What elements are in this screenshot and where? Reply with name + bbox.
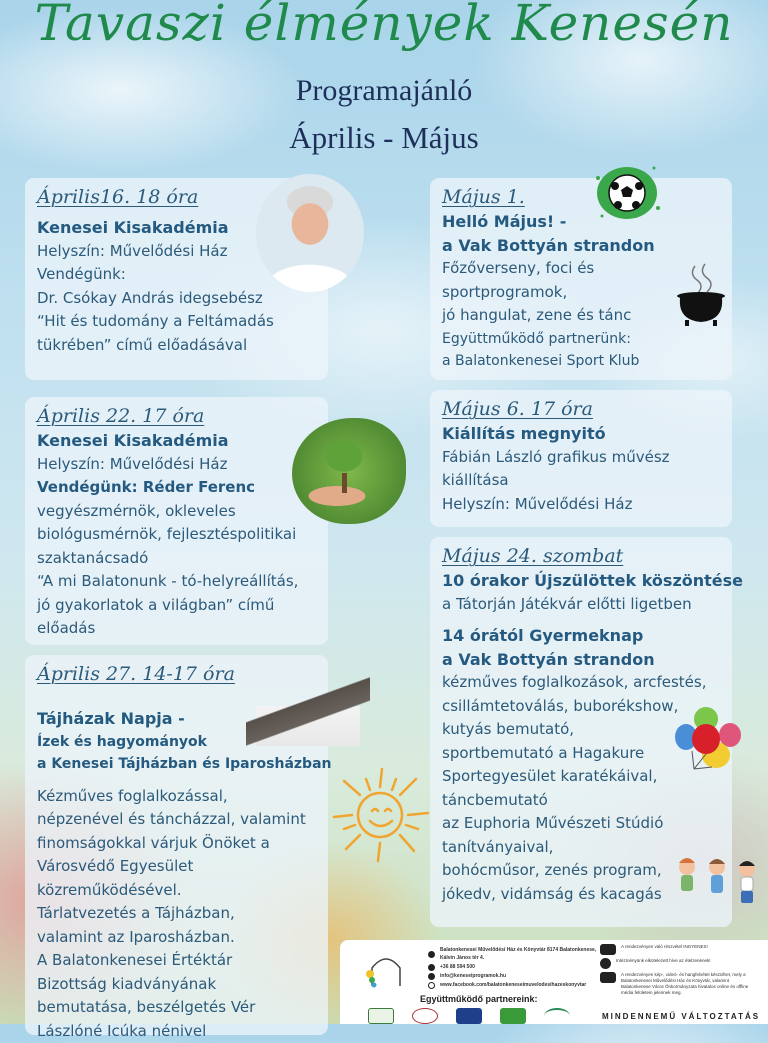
event-line: tanítványaival, xyxy=(442,836,720,860)
event-line: kézműves foglalkozások, arcfestés, xyxy=(442,671,720,695)
facebook-icon xyxy=(428,982,435,989)
event-card-may-6 xyxy=(430,390,732,527)
event-title: 10 órakor Újszülöttek köszöntése xyxy=(442,569,720,593)
event-line: Helyszín: Művelődési Ház xyxy=(37,240,316,264)
event-title: a Vak Bottyán strandon xyxy=(442,234,720,258)
event-title: a Vak Bottyán strandon xyxy=(442,648,720,672)
event-card-april-22 xyxy=(25,397,328,645)
event-line: Vendégünk: xyxy=(37,263,316,287)
cultural-center-logo xyxy=(360,952,412,990)
event-line: Helyszín: Művelődési Ház xyxy=(442,493,720,517)
event-line: biológusmérnök, fejlesztéspolitikai xyxy=(37,523,316,547)
event-line: Sportegyesület karatékáival, xyxy=(442,765,720,789)
partner-logo-green xyxy=(500,1008,526,1024)
event-line: bohócműsor, zenés program, xyxy=(442,859,720,883)
poster-months: Április - Május xyxy=(0,120,768,156)
event-partner: a Balatonkenesei Sport Klub xyxy=(442,350,720,372)
event-title: Tájházak Napja - xyxy=(37,707,316,731)
event-title: Helló Május! - xyxy=(442,210,720,234)
location-pin-icon xyxy=(428,951,435,958)
contact-facebook[interactable]: www.facebook.com/balatonkeneseimuvelodesihazeskonyvtar xyxy=(428,981,598,989)
event-title: Kenesei Kisakadémia xyxy=(37,216,316,240)
notice-policy: Intézményünk elkötelezett híve az ételzenének! xyxy=(600,958,760,969)
event-line: Városvédő Egyesület xyxy=(37,855,316,879)
partner-logo-dcv xyxy=(456,1008,482,1024)
cauldron-icon xyxy=(675,262,727,328)
event-line: kiállítása xyxy=(442,469,720,493)
event-line: vegyészmérnök, okleveles xyxy=(37,500,316,524)
event-date: Április 22. 17 óra xyxy=(37,403,204,429)
poster-title: Tavaszi élmények Kenesén xyxy=(0,0,768,52)
soccer-ball-icon xyxy=(590,158,664,228)
event-title: 14 órától Gyermeknap xyxy=(442,624,720,648)
contact-list xyxy=(428,946,598,990)
partner-logo-coat-of-arms xyxy=(368,1008,394,1024)
event-line: Dr. Csókay András idegsebész xyxy=(37,287,316,311)
free-badge-icon xyxy=(600,944,616,955)
balloons-icon xyxy=(672,705,744,777)
event-line: népzenével és táncházzal, valamint xyxy=(37,808,316,832)
leaf-icon xyxy=(600,958,611,969)
event-date: Május 6. 17 óra xyxy=(442,396,593,422)
event-subtitle: a Kenesei Tájházban és Iparosházban xyxy=(37,753,316,775)
event-subtitle: Ízek és hagyományok xyxy=(37,731,316,753)
phone-icon xyxy=(428,964,435,971)
event-line: Főzőverseny, foci és xyxy=(442,257,720,281)
event-line: kutyás bemutató, xyxy=(442,718,720,742)
thatched-house-image xyxy=(246,660,370,752)
notice-free-entry: A rendezvényen való részvétel INGYENES! xyxy=(600,944,760,955)
event-line: tükrében” című előadásával xyxy=(37,334,316,358)
event-line: Tárlatvezetés a Tájházban, xyxy=(37,902,316,926)
event-location: Helyszín: Művelődési Ház xyxy=(37,453,316,477)
event-line: jókedv, vidámság és kacagás xyxy=(442,883,720,907)
event-date: Május 1. xyxy=(442,184,525,210)
event-line: előadás xyxy=(37,617,316,641)
event-title: Kiállítás megnyitó xyxy=(442,422,720,446)
partners-title: Együttműködő partnereink: xyxy=(420,994,538,1004)
partner-logo-circle xyxy=(412,1008,438,1024)
event-title: Kenesei Kisakadémia xyxy=(37,429,316,453)
contact-phone: +36 88 594 500 xyxy=(428,963,598,971)
smiling-sun-icon xyxy=(330,765,430,865)
event-line: a Tátorján Játékvár előtti ligetben xyxy=(442,593,720,617)
event-date: Május 24. szombat xyxy=(442,543,623,569)
event-line: “Hit és tudomány a Feltámadás xyxy=(37,310,316,334)
event-date: Április 27. 14-17 óra xyxy=(37,661,235,687)
partner-logo-swoosh xyxy=(544,1008,570,1024)
event-line: jó hangulat, zene és tánc xyxy=(442,304,720,328)
poster-subtitle: Programajánló xyxy=(0,74,768,108)
change-notice: MINDENNEMŰ VÁLTOZTATÁS xyxy=(602,1012,760,1021)
event-line: sportbemutató a Hagakure xyxy=(442,742,720,766)
event-line: A Balatonkenesei Értéktár xyxy=(37,949,316,973)
children-illustration-icon xyxy=(675,855,760,910)
notice-recording: A rendezvényen kép-, videó- és hangfelvétel készülhet, mely a Balatonkenesei Művelődési Ház és Könyvtár, valamint Balatonkenese Város Önkormányzata hivatalos online és offline média felületein jelennek meg. xyxy=(600,972,760,996)
event-line: sportprogramok, xyxy=(442,281,720,305)
speaker-portrait-image xyxy=(256,174,364,292)
event-line: jó gyakorlatok a világban” című xyxy=(37,594,316,618)
event-line: táncbemutató xyxy=(442,789,720,813)
event-line: Bizottság kiadványának xyxy=(37,973,316,997)
event-guest: Vendégünk: Réder Ferenc xyxy=(37,476,316,500)
event-line: az Euphoria Művészeti Stúdió xyxy=(442,812,720,836)
email-icon xyxy=(428,973,435,980)
event-line: bemutatása, beszélgetés Vér xyxy=(37,996,316,1020)
event-line: “A mi Balatonunk - tó-helyreállítás, xyxy=(37,570,316,594)
event-line: közreműködésével. xyxy=(37,879,316,903)
partner-logos xyxy=(368,1008,570,1024)
event-line: csillámtetoválás, buborékshow, xyxy=(442,695,720,719)
event-date: Április16. 18 óra xyxy=(37,184,198,210)
contact-address: Balatonkenesei Művelődési Ház és Könyvtár 8174 Balatonkenese, Kálvin János tér 4. xyxy=(428,946,598,962)
event-line: Kézműves foglalkozással, xyxy=(37,785,316,809)
tree-in-hands-image xyxy=(292,418,406,524)
event-line: Lászlóné Icúka nénivel xyxy=(37,1020,316,1043)
event-line: Fábián László grafikus művész xyxy=(442,446,720,470)
notices xyxy=(600,944,760,999)
event-line: finomságokkal várjuk Önöket a xyxy=(37,832,316,856)
footer-info-panel xyxy=(340,940,768,1024)
contact-email[interactable]: info@keneseiprogramok.hu xyxy=(428,972,598,980)
event-line: valamint az Iparosházban. xyxy=(37,926,316,950)
camera-icon xyxy=(600,972,616,983)
event-line: szaktanácsadó xyxy=(37,547,316,571)
event-partner: Együttműködő partnerünk: xyxy=(442,328,720,350)
